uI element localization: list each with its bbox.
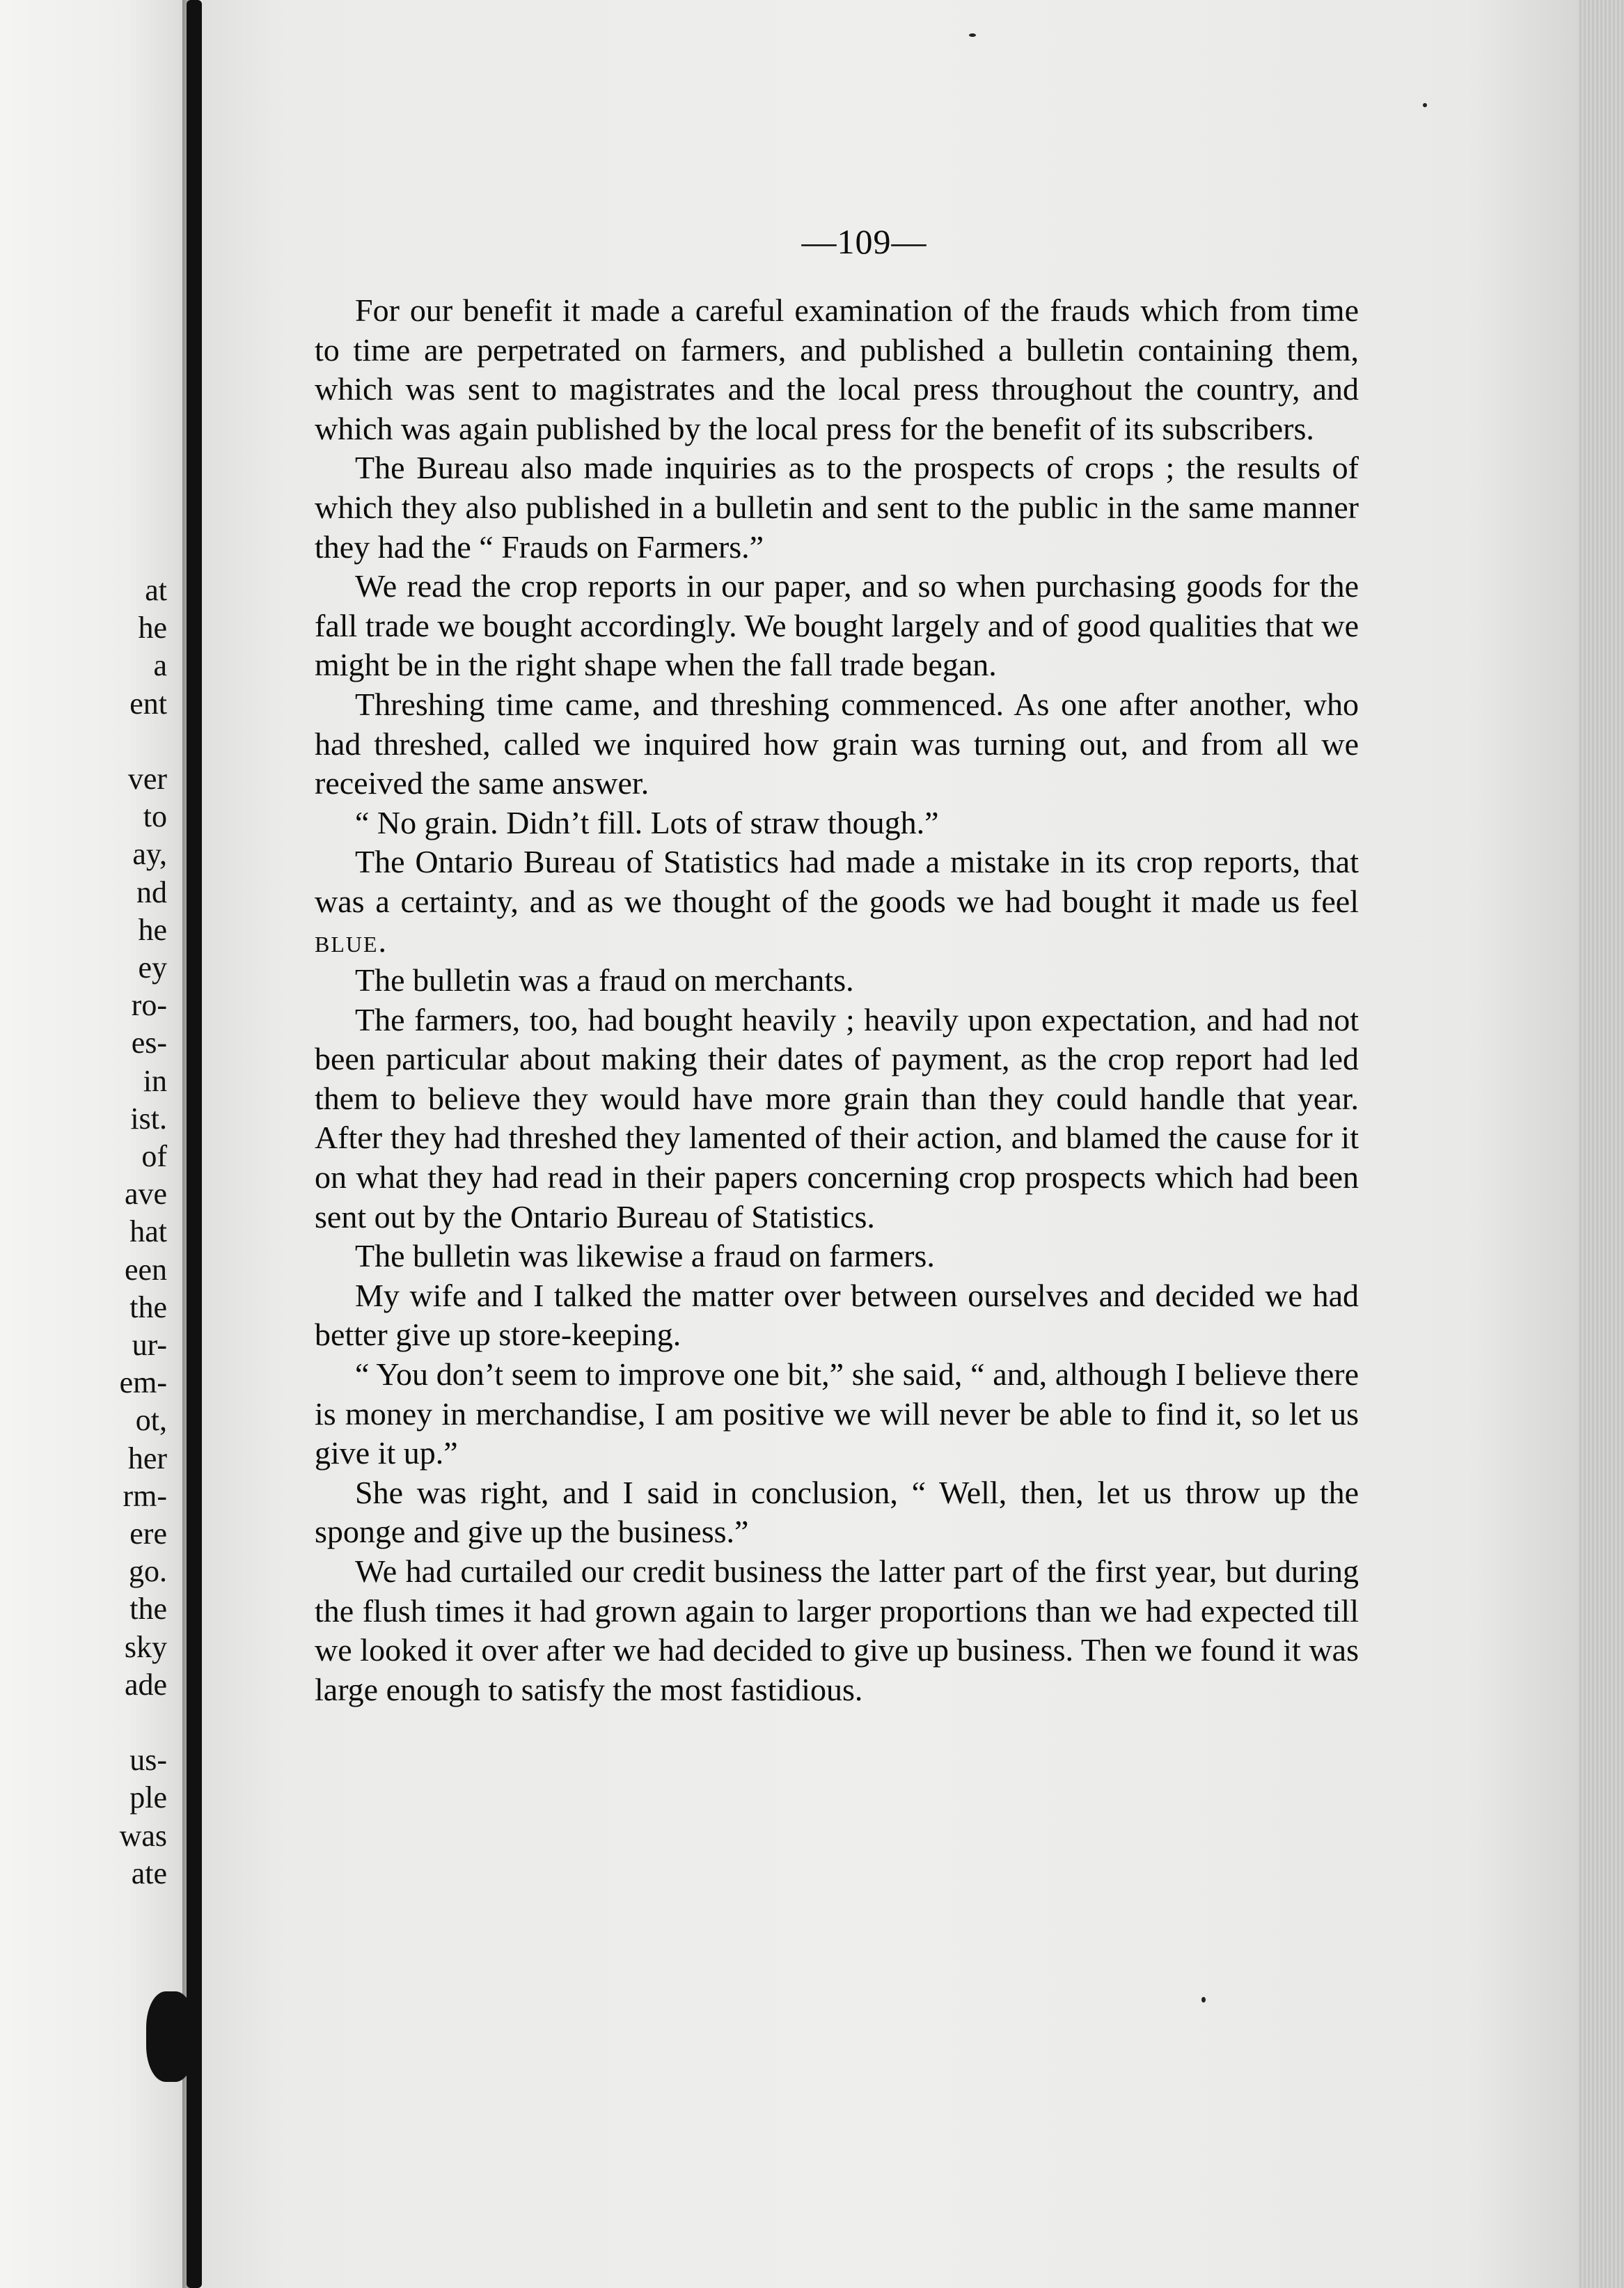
paragraph [315, 843, 1359, 961]
paragraph-text: The Ontario Bureau of Statistics had made a mistake in its crop reports, that was a certainty, and as we thought of the goods we had bought it made us feel [315, 844, 1359, 919]
paragraph [315, 1552, 1359, 1709]
facing-page-line: the [129, 1290, 167, 1324]
paragraph-text: We read the crop reports in our paper, and so when purchasing goods for the fall trade we bought accordingly. We bought largely and of good qualities that we might be in the right shape when the fall trade began. [315, 568, 1359, 683]
emphasis-word: blue [315, 923, 379, 959]
facing-page-line: of [141, 1139, 167, 1173]
facing-page-line: hat [129, 1214, 167, 1249]
paragraph [315, 291, 1359, 448]
ink-speck [969, 33, 976, 37]
facing-page-line: ro- [131, 988, 167, 1023]
facing-page [0, 0, 182, 2288]
page-edge [1579, 0, 1624, 2288]
paragraph-text: My wife and I talked the matter over between ourselves and decided we had better give up store-keeping. [315, 1277, 1359, 1353]
facing-page-line: go. [129, 1554, 167, 1589]
facing-page-line: rm- [123, 1478, 167, 1513]
facing-page-line: ate [131, 1856, 167, 1890]
facing-page-line: ist. [130, 1101, 167, 1136]
facing-page-line: ple [129, 1780, 167, 1815]
paragraph-text: We had curtailed our credit business the latter part of the first year, but during the flush times it had grown again to larger proportions than we had expected till we looked it over after we had decided to give up business. Then we found it was large enough to satisfy the most fastidious. [315, 1553, 1359, 1707]
facing-page-line: ade [124, 1667, 167, 1702]
facing-page-line: in [143, 1063, 167, 1098]
facing-page-line: ent [129, 686, 167, 721]
ink-speck [1201, 1997, 1206, 2003]
paragraph [315, 567, 1359, 685]
facing-page-line: nd [136, 875, 167, 909]
facing-page-line: to [143, 799, 167, 834]
paragraph [315, 685, 1359, 804]
paragraph-text: The bulletin was likewise a fraud on farmers. [355, 1238, 935, 1274]
paragraph-text: The bulletin was a fraud on merchants. [355, 962, 854, 998]
facing-page-line: he [138, 912, 167, 947]
book-spine [187, 0, 202, 2288]
paragraph-text: The farmers, too, had bought heavily ; heavily upon expectation, and had not been particular about making their dates of payment, as the crop report had led them to believe they would have more grain than they could handle that year. After they had threshed they lamented of their action, and blamed the cause for it on what they had read in their papers concerning crop prospects which had been sent out by the Ontario Bureau of Statistics. [315, 1001, 1359, 1235]
facing-page-line: es- [131, 1026, 167, 1060]
facing-page-line: he [138, 611, 167, 645]
facing-page-line: ave [124, 1177, 167, 1212]
binding-mark [146, 1991, 195, 2082]
paragraph-text: She was right, and I said in conclusion, “ Well, then, let us throw up the sponge and give up the business.” [315, 1474, 1359, 1550]
paragraph [315, 448, 1359, 567]
facing-page-line: em- [119, 1365, 167, 1400]
paragraph-text: “ You don’t seem to improve one bit,” she said, “ and, although I believe there is money in merchandise, I am positive we will never be able to find it, so let us give it up.” [315, 1356, 1359, 1471]
page-number: —109— [801, 222, 927, 261]
page-text [315, 291, 1359, 1709]
paragraph [315, 1237, 1359, 1276]
facing-page-line: ay, [132, 837, 167, 872]
facing-page-line: us- [129, 1743, 167, 1778]
facing-page-line: sky [124, 1629, 167, 1664]
facing-page-line: ere [129, 1517, 167, 1551]
paragraph-text: “ No grain. Didn’t fill. Lots of straw though.” [355, 804, 939, 840]
facing-page-line: was [119, 1818, 167, 1853]
facing-page-line: at [145, 573, 167, 607]
paragraph-text: For our benefit it made a careful examination of the frauds which from time to time are perpetrated on farmers, and published a bulletin containing them, which was sent to magistrates and the local press throughout the country, and which was again published by the local press for the benefit of its subscribers. [315, 292, 1359, 446]
paragraph [315, 804, 1359, 843]
paragraph [315, 1276, 1359, 1355]
paragraph-tail: . [378, 923, 387, 959]
paragraph [315, 1473, 1359, 1552]
paragraph [315, 1001, 1359, 1237]
facing-page-line: the [129, 1592, 167, 1627]
facing-page-line: ot, [135, 1403, 167, 1438]
facing-page-line: ver [127, 762, 167, 796]
facing-page-line: ey [138, 950, 167, 985]
facing-page-line: een [124, 1252, 167, 1287]
paragraph [315, 961, 1359, 1001]
facing-page-line: ur- [132, 1328, 167, 1362]
paragraph [315, 1355, 1359, 1473]
facing-page-line: her [127, 1441, 167, 1475]
paragraph-text: The Bureau also made inquiries as to the prospects of crops ; the results of which they also published in a bulletin and sent to the public in the same manner they had the “ Frauds on Farmers.” [315, 450, 1359, 565]
facing-page-line: a [153, 648, 167, 683]
ink-speck [1423, 103, 1427, 107]
paragraph-text: Threshing time came, and threshing commenced. As one after another, who had threshed, called we inquired how grain was turning out, and from all we received the same answer. [315, 686, 1359, 801]
